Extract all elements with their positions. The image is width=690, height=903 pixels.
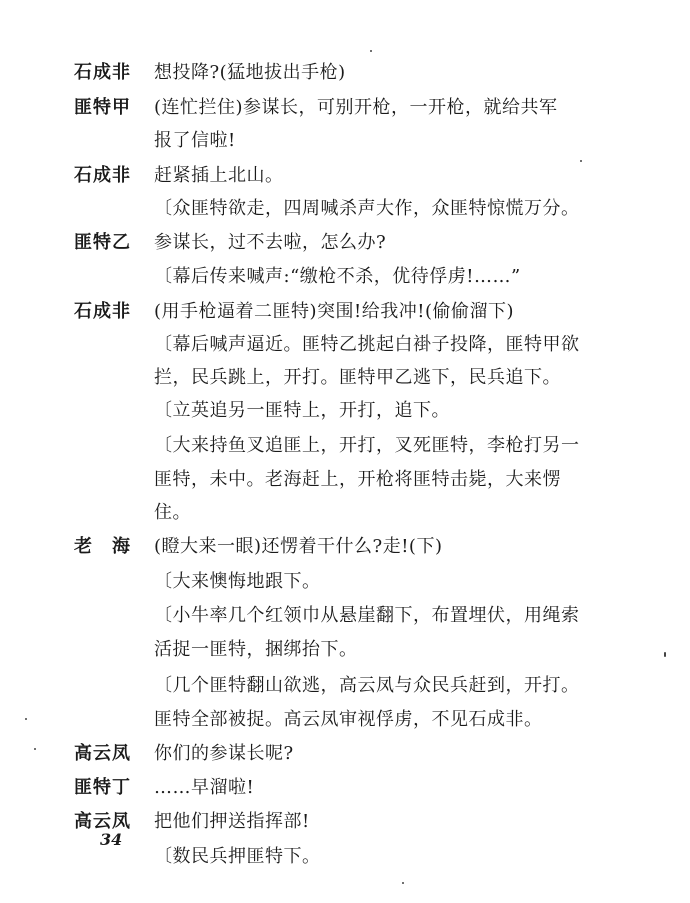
- speaker-name: 石成非: [74, 62, 131, 83]
- line-text: 〔立英追另一匪特上，开打，追下。: [154, 400, 450, 421]
- page-number: 34: [100, 830, 123, 849]
- dialogue-line: [74, 90, 600, 126]
- dialogue-line: [74, 294, 600, 330]
- stage-direction-line: [74, 191, 600, 227]
- stage-direction-line: [74, 702, 600, 738]
- line-text: (用手枪逼着二匪特)突围!给我冲!(偷偷溜下): [154, 301, 515, 322]
- line-text: 参谋长，过不去啦，怎么办?: [154, 232, 387, 253]
- scan-speck: [370, 50, 372, 52]
- line-text: (瞪大来一眼)还愣着干什么?走!(下): [154, 536, 443, 557]
- line-text: 〔幕后喊声逼近。匪特乙挑起白褂子投降，匪特甲欲: [154, 334, 580, 355]
- dialogue-line: [74, 55, 600, 91]
- dialogue-line: [74, 804, 600, 840]
- line-text: 报了信啦!: [154, 130, 236, 151]
- speaker-name: 匪特乙: [74, 232, 131, 253]
- line-text: 〔小牛率几个红领巾从悬崖翻下，布置埋伏，用绳索: [154, 605, 580, 626]
- stage-direction-line: [74, 632, 600, 668]
- speaker-name: 高云凤: [74, 743, 131, 764]
- speaker-name: 老 海: [74, 536, 131, 557]
- scan-speck: [664, 652, 666, 657]
- stage-direction-line: [74, 668, 600, 704]
- line-text: 〔大来持鱼叉追匪上，开打，叉死匪特，李枪打另一: [154, 435, 580, 456]
- stage-direction-line: [74, 598, 600, 634]
- stage-direction-line: [74, 462, 600, 498]
- scan-speck: [34, 748, 36, 750]
- speaker-name: 匪特丁: [74, 777, 131, 798]
- stage-direction-line: [74, 393, 600, 429]
- line-text: 住。: [154, 502, 191, 523]
- dialogue-line: [74, 158, 600, 194]
- line-text: 〔大来懊悔地跟下。: [154, 571, 321, 592]
- stage-direction-line: [74, 428, 600, 464]
- stage-direction-line: [74, 327, 600, 363]
- speaker-name: 匪特甲: [74, 97, 131, 118]
- stage-direction-line: [74, 360, 600, 396]
- line-text: 你们的参谋长呢?: [154, 743, 294, 764]
- stage-direction-line: [74, 259, 600, 295]
- scan-speck: [402, 882, 404, 884]
- line-text: 活捉一匪特，捆绑抬下。: [154, 639, 358, 660]
- line-text: 〔数民兵押匪特下。: [154, 846, 321, 867]
- line-text: 把他们押送指挥部!: [154, 811, 310, 832]
- dialogue-line: [74, 529, 600, 565]
- speaker-name: 石成非: [74, 165, 131, 186]
- line-text: 想投降?(猛地拔出手枪): [154, 62, 346, 83]
- speaker-name: 石成非: [74, 301, 131, 322]
- line-text: 匪特全部被捉。高云凤审视俘虏，不见石成非。: [154, 709, 543, 730]
- dialogue-line: [74, 736, 600, 772]
- stage-direction-line: [74, 495, 600, 531]
- line-text: 〔众匪特欲走，四周喊杀声大作，众匪特惊慌万分。: [154, 198, 580, 219]
- stage-direction-line: [74, 123, 600, 159]
- scan-speck: [25, 718, 27, 720]
- line-text: 匪特，未中。老海赶上，开枪将匪特击毙，大来愣: [154, 469, 561, 490]
- line-text: 赶紧插上北山。: [154, 165, 284, 186]
- speaker-name: 高云凤: [74, 811, 131, 832]
- scan-speck: [580, 160, 582, 162]
- dialogue-line: [74, 770, 600, 806]
- line-text: 〔几个匪特翻山欲逃，高云凤与众民兵赶到，开打。: [154, 675, 580, 696]
- dialogue-line: [74, 225, 600, 261]
- line-text: (连忙拦住)参谋长，可别开枪，一开枪，就给共军: [154, 97, 558, 118]
- line-text: ……早溜啦!: [154, 777, 255, 798]
- stage-direction-line: [74, 839, 600, 875]
- line-text: 〔幕后传来喊声:“缴枪不杀，优待俘虏!……”: [154, 266, 521, 287]
- stage-direction-line: [74, 564, 600, 600]
- line-text: 拦，民兵跳上，开打。匪特甲乙逃下，民兵追下。: [154, 367, 561, 388]
